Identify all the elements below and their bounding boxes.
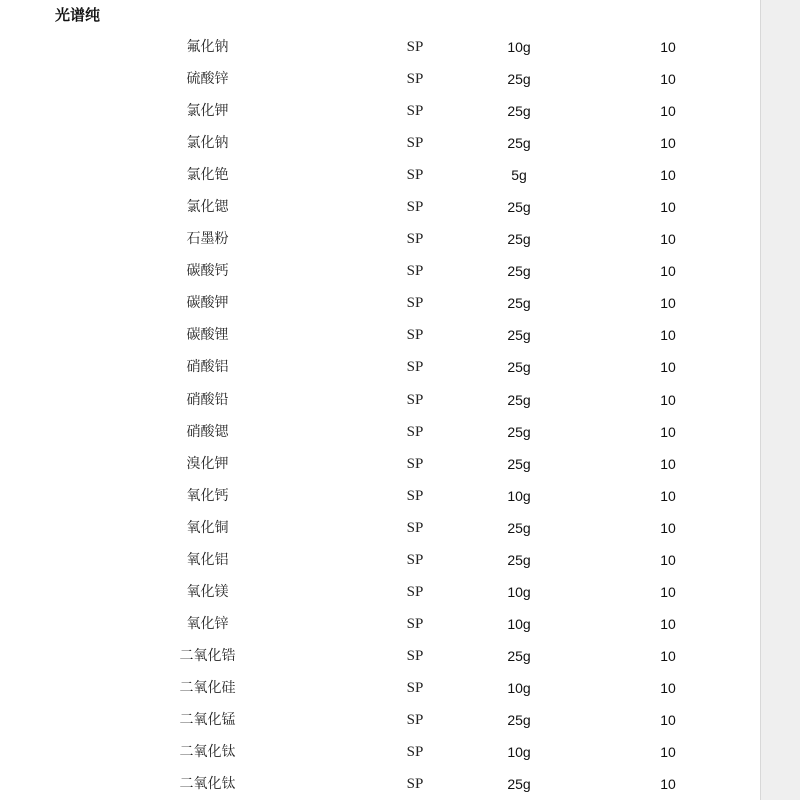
product-name: 碳酸钾 [186, 295, 229, 312]
grade-label: SP [406, 135, 424, 152]
product-name: 氯化铯 [186, 167, 229, 184]
package-size: 25g [507, 359, 531, 376]
grade-label: SP [406, 391, 424, 408]
product-list [0, 31, 760, 800]
quantity: 10 [660, 647, 676, 664]
grade-label: SP [406, 551, 424, 568]
grade-label: SP [406, 455, 424, 472]
table-row [0, 255, 760, 287]
package-size: 25g [507, 103, 531, 120]
package-size: 25g [507, 71, 531, 88]
table-row [0, 384, 760, 416]
package-size: 25g [507, 776, 531, 793]
quantity: 10 [660, 263, 676, 280]
package-size: 10g [507, 744, 531, 761]
quantity: 10 [660, 391, 676, 408]
product-name: 溴化钾 [186, 455, 229, 472]
grade-label: SP [406, 519, 424, 536]
package-size: 10g [507, 487, 531, 504]
table-row [0, 512, 760, 544]
package-size: 10g [507, 39, 531, 55]
product-name: 二氧化锰 [179, 711, 236, 728]
grade-label: SP [406, 487, 424, 504]
package-size: 25g [507, 647, 531, 664]
product-name: 硫酸锌 [186, 71, 229, 88]
product-name: 石墨粉 [186, 231, 229, 248]
table-row [0, 736, 760, 768]
grade-label: SP [406, 327, 424, 344]
table-row [0, 127, 760, 159]
quantity: 10 [660, 487, 676, 504]
table-row [0, 223, 760, 255]
table-row [0, 704, 760, 736]
table-row [0, 319, 760, 351]
product-name: 氧化铜 [186, 519, 229, 536]
table-row [0, 480, 760, 512]
product-name: 氯化钠 [186, 135, 229, 152]
table-row [0, 95, 760, 127]
quantity: 10 [660, 615, 676, 632]
section-title: 光谱纯 [55, 6, 101, 24]
table-row [0, 63, 760, 95]
package-size: 10g [507, 583, 531, 600]
quantity: 10 [660, 359, 676, 376]
quantity: 10 [660, 327, 676, 344]
package-size: 25g [507, 199, 531, 216]
grade-label: SP [406, 359, 424, 376]
side-panel [760, 0, 800, 800]
quantity: 10 [660, 135, 676, 152]
grade-label: SP [406, 711, 424, 728]
grade-label: SP [406, 647, 424, 664]
quantity: 10 [660, 679, 676, 696]
product-name: 二氧化锆 [179, 647, 236, 664]
package-size: 25g [507, 455, 531, 472]
package-size: 25g [507, 263, 531, 280]
product-name: 碳酸锂 [186, 327, 229, 344]
quantity: 10 [660, 167, 676, 184]
table-row [0, 351, 760, 383]
table-row [0, 640, 760, 672]
grade-label: SP [406, 39, 424, 55]
product-name: 二氧化钛 [179, 776, 236, 793]
package-size: 25g [507, 391, 531, 408]
grade-label: SP [406, 776, 424, 793]
table-row [0, 608, 760, 640]
grade-label: SP [406, 199, 424, 216]
quantity: 10 [660, 199, 676, 216]
quantity: 10 [660, 231, 676, 248]
table-row [0, 31, 760, 63]
grade-label: SP [406, 679, 424, 696]
quantity: 10 [660, 744, 676, 761]
product-name: 氧化铝 [186, 551, 229, 568]
quantity: 10 [660, 711, 676, 728]
grade-label: SP [406, 167, 424, 184]
grade-label: SP [406, 744, 424, 761]
product-name: 氯化锶 [186, 199, 229, 216]
quantity: 10 [660, 455, 676, 472]
quantity: 10 [660, 295, 676, 312]
table-row [0, 544, 760, 576]
product-name: 硝酸锶 [186, 423, 229, 440]
quantity: 10 [660, 71, 676, 88]
table-row [0, 576, 760, 608]
product-name: 氟化钠 [186, 39, 229, 55]
product-name: 氧化钙 [186, 487, 229, 504]
package-size: 25g [507, 551, 531, 568]
table-row [0, 768, 760, 800]
quantity: 10 [660, 583, 676, 600]
product-name: 碳酸钙 [186, 263, 229, 280]
product-name: 氧化锌 [186, 615, 229, 632]
product-name: 氧化镁 [186, 583, 229, 600]
quantity: 10 [660, 423, 676, 440]
table-row [0, 159, 760, 191]
package-size: 10g [507, 615, 531, 632]
product-name: 二氧化硅 [179, 679, 236, 696]
table-row [0, 191, 760, 223]
grade-label: SP [406, 103, 424, 120]
quantity: 10 [660, 39, 676, 55]
quantity: 10 [660, 103, 676, 120]
grade-label: SP [406, 583, 424, 600]
grade-label: SP [406, 71, 424, 88]
table-row [0, 448, 760, 480]
package-size: 25g [507, 231, 531, 248]
grade-label: SP [406, 263, 424, 280]
grade-label: SP [406, 423, 424, 440]
product-name: 硝酸铝 [186, 359, 229, 376]
product-name: 氯化钾 [186, 103, 229, 120]
package-size: 25g [507, 519, 531, 536]
table-row [0, 416, 760, 448]
grade-label: SP [406, 615, 424, 632]
grade-label: SP [406, 295, 424, 312]
product-name: 硝酸铅 [186, 391, 229, 408]
package-size: 10g [507, 679, 531, 696]
table-row [0, 672, 760, 704]
product-name: 二氧化钛 [179, 744, 236, 761]
package-size: 25g [507, 423, 531, 440]
package-size: 5g [511, 167, 527, 184]
package-size: 25g [507, 135, 531, 152]
table-row [0, 287, 760, 319]
package-size: 25g [507, 327, 531, 344]
quantity: 10 [660, 519, 676, 536]
package-size: 25g [507, 295, 531, 312]
package-size: 25g [507, 711, 531, 728]
quantity: 10 [660, 551, 676, 568]
grade-label: SP [406, 231, 424, 248]
quantity: 10 [660, 776, 676, 793]
